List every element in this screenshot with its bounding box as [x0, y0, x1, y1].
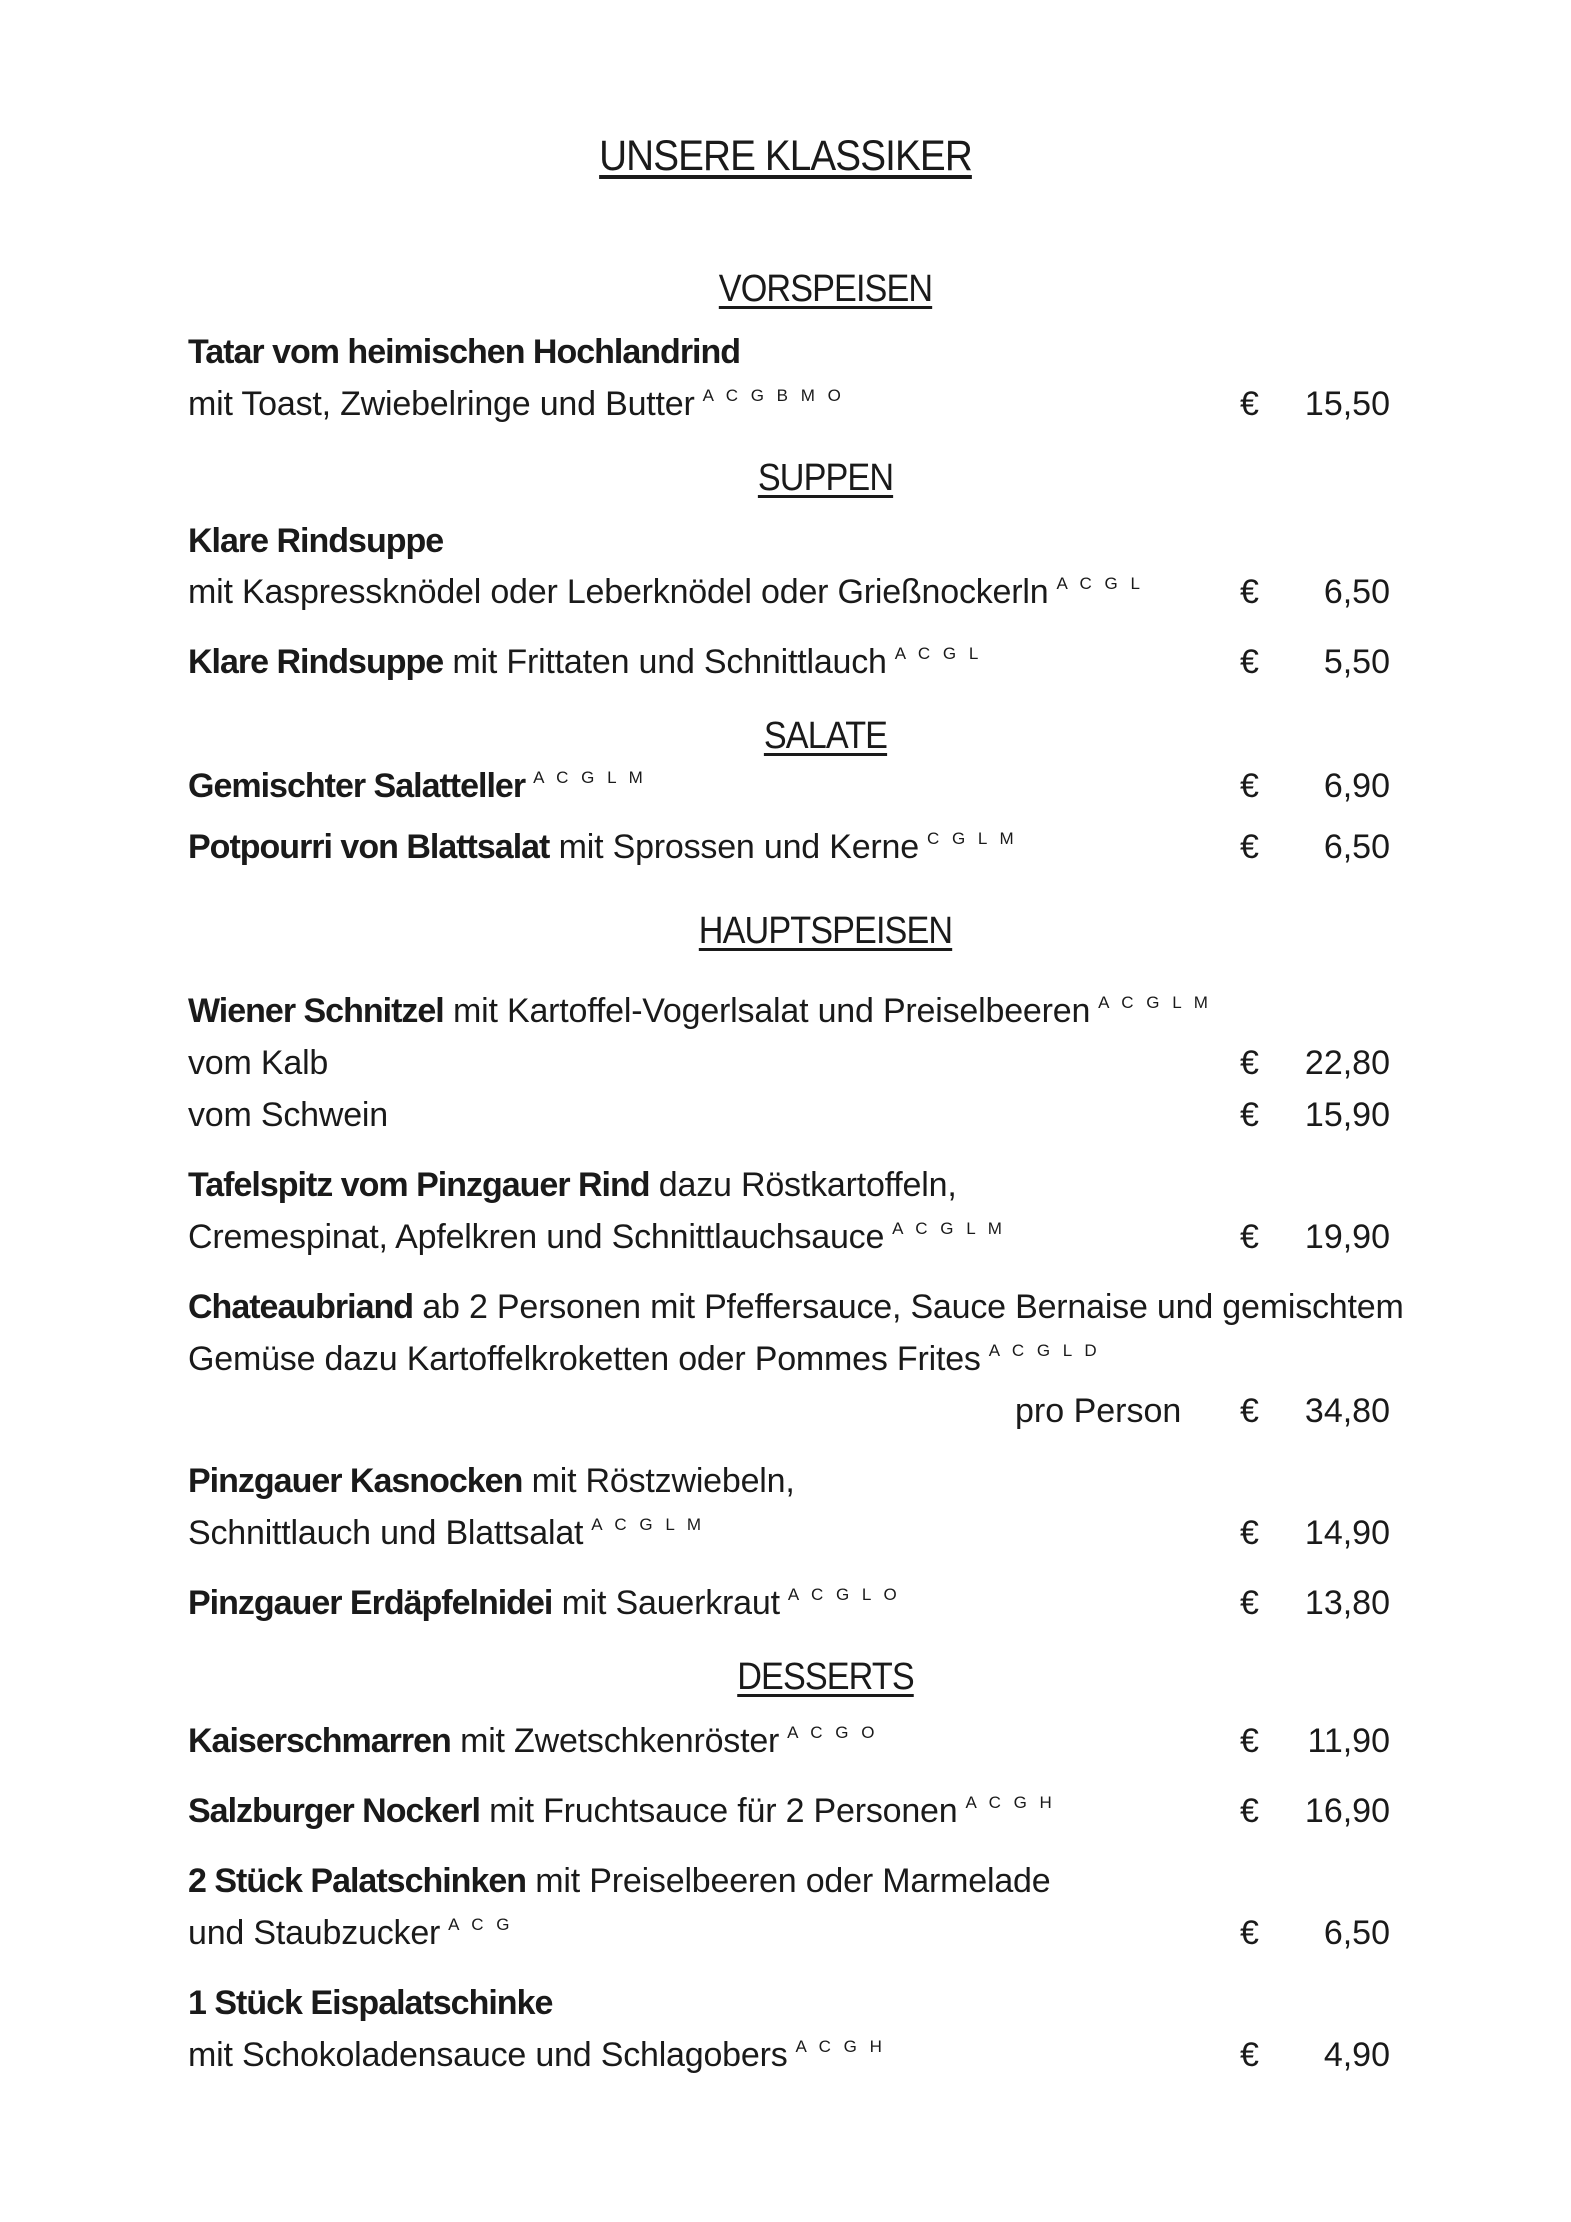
dish-name: Pinzgauer Kasnocken: [188, 1462, 523, 1500]
dish-name: Tatar vom heimischen Hochlandrind: [188, 333, 741, 371]
allergen-codes: C G L M: [926, 829, 1018, 848]
allergen-codes: A C G B M O: [702, 386, 845, 405]
menu-item-name: [188, 1984, 552, 2023]
menu-item: [188, 643, 982, 682]
currency-symbol: €: [1240, 2036, 1259, 2074]
currency-symbol: €: [1240, 828, 1259, 866]
menu-item: [188, 1462, 795, 1501]
menu-item: [188, 1792, 1056, 1831]
allergen-codes: A C G H: [795, 2037, 886, 2056]
dish-description: mit Sauerkraut: [561, 1584, 780, 1622]
dish-description: mit Frittaten und Schnittlauch: [452, 643, 887, 681]
variant-label: vom Kalb: [188, 1044, 329, 1082]
currency-symbol: €: [1240, 1218, 1259, 1256]
menu-item: [188, 1166, 957, 1205]
allergen-codes: A C G L M: [533, 768, 647, 787]
allergen-codes: A C G L M: [892, 1219, 1006, 1238]
dish-name: Potpourri von Blattsalat: [188, 828, 550, 866]
dish-description: mit Toast, Zwiebelringe und Butter: [188, 385, 695, 423]
menu-item-description: [188, 1914, 514, 1953]
dish-name: Kaiserschmarren: [188, 1722, 451, 1760]
dish-price: 15,50: [1304, 385, 1390, 423]
dish-description: mit Fruchtsauce für 2 Personen: [489, 1792, 958, 1830]
allergen-codes: A C G O: [787, 1723, 879, 1742]
currency-symbol: €: [1240, 767, 1259, 805]
currency-symbol: €: [1240, 1392, 1259, 1430]
menu-item: [188, 1722, 878, 1761]
menu-item-description: [188, 1340, 1101, 1379]
dish-description: mit Kaspressknödel oder Leberknödel oder Grießnockerln: [188, 573, 1049, 611]
dish-price: 13,80: [1304, 1584, 1390, 1622]
price-unit: pro Person: [1015, 1392, 1182, 1430]
dish-price: 6,50: [1323, 1914, 1390, 1952]
allergen-codes: A C G L D: [988, 1341, 1101, 1360]
section-heading-suppen: SUPPEN: [757, 457, 894, 499]
allergen-codes: A C G L M: [1098, 993, 1212, 1012]
allergen-codes: A C G: [448, 1915, 514, 1934]
dish-price: 16,90: [1304, 1792, 1390, 1830]
menu-item: [188, 1862, 1050, 1901]
dish-description-continued: Cremespinat, Apfelkren und Schnittlauchsauce: [188, 1218, 885, 1256]
dish-description-continued: mit Schokoladensauce und Schlagobers: [188, 2036, 788, 2074]
dish-description: dazu Röstkartoffeln,: [658, 1166, 957, 1204]
allergen-codes: A C G L: [1056, 574, 1144, 593]
menu-item-description: [188, 385, 845, 424]
dish-description: mit Zwetschkenröster: [460, 1722, 780, 1760]
dish-price: 34,80: [1304, 1392, 1390, 1430]
section-heading-vorspeisen: VORSPEISEN: [718, 268, 933, 310]
dish-name: Chateaubriand: [188, 1288, 414, 1326]
dish-name: Klare Rindsuppe: [188, 643, 444, 681]
dish-name: Gemischter Salatteller: [188, 767, 526, 805]
currency-symbol: €: [1240, 1722, 1259, 1760]
dish-price: 19,90: [1304, 1218, 1390, 1256]
currency-symbol: €: [1240, 1584, 1259, 1622]
menu-item-description: [188, 573, 1144, 612]
currency-symbol: €: [1240, 1792, 1259, 1830]
page-title: UNSERE KLASSIKER: [599, 132, 972, 180]
dish-price: 14,90: [1304, 1514, 1390, 1552]
dish-price: 5,50: [1323, 643, 1390, 681]
section-heading-salate: SALATE: [763, 715, 888, 757]
menu-item: [188, 992, 1212, 1031]
currency-symbol: €: [1240, 1044, 1259, 1082]
menu-item-description: [188, 2036, 886, 2075]
section-heading-desserts: DESSERTS: [737, 1656, 914, 1698]
dish-name: 1 Stück Eispalatschinke: [188, 1984, 553, 2022]
menu-item-name: [188, 522, 443, 561]
currency-symbol: €: [1240, 1514, 1259, 1552]
dish-description-continued: und Staubzucker: [188, 1914, 441, 1952]
menu-item: [188, 1584, 901, 1623]
currency-symbol: €: [1240, 573, 1259, 611]
dish-description: mit Preiselbeeren oder Marmelade: [535, 1862, 1051, 1900]
menu-item-description: [188, 1218, 1006, 1257]
menu-item: [188, 828, 1018, 867]
dish-price: 15,90: [1304, 1096, 1390, 1134]
menu-item: [188, 767, 647, 806]
dish-name: Tafelspitz vom Pinzgauer Rind: [188, 1166, 650, 1204]
dish-description: mit Kartoffel-Vogerlsalat und Preiselbeeren: [453, 992, 1091, 1030]
dish-description-continued: Gemüse dazu Kartoffelkroketten oder Pommes Frites: [188, 1340, 981, 1378]
currency-symbol: €: [1240, 1096, 1259, 1134]
dish-description: ab 2 Personen mit Pfeffersauce, Sauce Bernaise und gemischtem: [422, 1288, 1404, 1326]
currency-symbol: €: [1240, 385, 1259, 423]
dish-description-continued: Schnittlauch und Blattsalat: [188, 1514, 584, 1552]
dish-name: Klare Rindsuppe: [188, 522, 444, 560]
allergen-codes: A C G L M: [591, 1515, 706, 1534]
dish-name: Salzburger Nockerl: [188, 1792, 480, 1830]
menu-item-description: [188, 1514, 705, 1553]
allergen-codes: A C G L O: [787, 1585, 901, 1604]
allergen-codes: A C G L: [894, 644, 983, 663]
menu-item: [188, 1288, 1404, 1327]
allergen-codes: A C G H: [965, 1793, 1056, 1812]
dish-price: 6,50: [1323, 573, 1390, 611]
dish-description: mit Sprossen und Kerne: [558, 828, 919, 866]
dish-price: 6,50: [1323, 828, 1390, 866]
currency-symbol: €: [1240, 1914, 1259, 1952]
dish-name: 2 Stück Palatschinken: [188, 1862, 527, 1900]
dish-price: 4,90: [1323, 2036, 1390, 2074]
dish-name: Pinzgauer Erdäpfelnidei: [188, 1584, 553, 1622]
section-heading-hauptspeisen: HAUPTSPEISEN: [698, 910, 953, 952]
dish-price: 11,90: [1307, 1722, 1390, 1760]
currency-symbol: €: [1240, 643, 1259, 681]
dish-description: mit Röstzwiebeln,: [531, 1462, 795, 1500]
dish-name: Wiener Schnitzel: [188, 992, 444, 1030]
dish-price: 22,80: [1304, 1044, 1390, 1082]
dish-price: 6,90: [1323, 767, 1390, 805]
variant-label: vom Schwein: [188, 1096, 388, 1134]
menu-item-name: [188, 333, 740, 372]
